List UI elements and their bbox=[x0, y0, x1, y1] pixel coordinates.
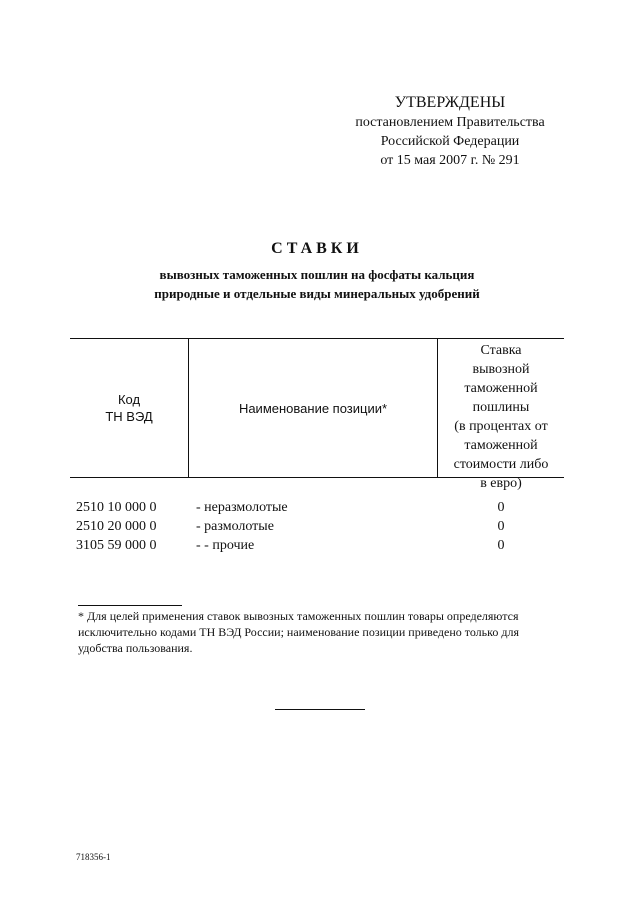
header-code bbox=[70, 339, 188, 477]
table-header bbox=[70, 339, 564, 491]
header-rate-line: таможенной bbox=[464, 381, 538, 396]
approval-line-1: постановлением Правительства bbox=[355, 115, 545, 130]
document-number: 718356-1 bbox=[76, 852, 111, 862]
rates-table bbox=[70, 338, 564, 557]
table-row bbox=[70, 500, 564, 519]
header-rate-line: в евро) bbox=[480, 476, 522, 491]
approval-block bbox=[340, 92, 560, 170]
header-rate-line: Ставка bbox=[480, 343, 522, 358]
row-rate: 0 bbox=[497, 500, 505, 515]
row-rate: 0 bbox=[497, 538, 505, 553]
header-rate-line: вывозной bbox=[472, 362, 530, 377]
row-name: - размолотые bbox=[196, 519, 274, 534]
row-name: - неразмолотые bbox=[196, 500, 288, 515]
end-separator bbox=[275, 709, 365, 710]
approval-line-2: Российской Федерации bbox=[380, 134, 520, 149]
table-row bbox=[70, 519, 564, 538]
document-title: СТАВКИ bbox=[271, 240, 363, 257]
header-rate bbox=[438, 339, 564, 491]
header-code-line: ТН ВЭД bbox=[105, 409, 153, 424]
table-row bbox=[70, 538, 564, 557]
subtitle-line-1: вывозных таможенных пошлин на фосфаты кальция bbox=[159, 267, 475, 282]
row-code: 3105 59 000 0 bbox=[76, 538, 157, 553]
header-code-line: Код bbox=[117, 392, 141, 407]
header-rate-line: стоимости либо bbox=[453, 457, 549, 472]
footnote-line-2: исключительно кодами ТН ВЭД России; наименование позиции приведено только для bbox=[78, 625, 519, 639]
footnote bbox=[78, 608, 562, 656]
header-rate-line: пошлины bbox=[472, 400, 530, 415]
approval-line-3: от 15 мая 2007 г. № 291 bbox=[380, 153, 520, 168]
footnote-separator bbox=[78, 605, 182, 606]
header-rate-line: (в процентах от bbox=[454, 419, 548, 434]
footnote-line-1: * Для целей применения ставок вывозных таможенных пошлин товары определяются bbox=[78, 609, 519, 623]
document-subtitle bbox=[70, 265, 564, 303]
approval-heading: УТВЕРЖДЕНЫ bbox=[394, 94, 506, 111]
header-name: Наименование позиции* bbox=[238, 400, 388, 416]
subtitle-line-2: природные и отдельные виды минеральных удобрений bbox=[154, 286, 480, 301]
footnote-line-3: удобства пользования. bbox=[78, 641, 193, 655]
row-code: 2510 20 000 0 bbox=[76, 519, 157, 534]
row-rate: 0 bbox=[497, 519, 505, 534]
row-name: - - прочие bbox=[196, 538, 255, 553]
row-code: 2510 10 000 0 bbox=[76, 500, 157, 515]
header-rate-line: таможенной bbox=[464, 438, 538, 453]
